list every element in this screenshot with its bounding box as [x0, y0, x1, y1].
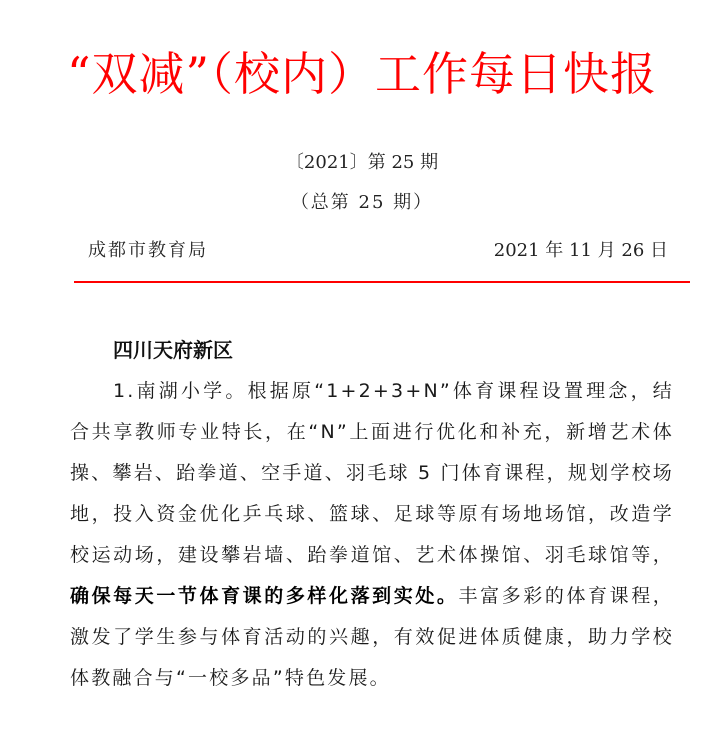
issue-number: 〔2021〕第 25 期	[285, 152, 439, 173]
paragraph-bold-text: 确保每天一节体育课的多样化落到实处。	[70, 585, 459, 607]
total-issue-number: （总第 25 期）	[290, 192, 434, 213]
paragraph-lead-text: 1.南湖小学。根据原“1+2+3+N”体育课程设置理念，结合共享教师专业特长，在“N”上面进行优化和补充，新增艺术体操、攀岩、跆拳道、空手道、羽毛球 5 门体育课程，规划学校场地，投入资金优化乒乓球、篮球、足球等原有场地场馆，改造学校运动场，建设攀岩墙、跆拳道馆、艺术体操馆、羽毛球馆等，	[70, 380, 674, 566]
report-body	[70, 330, 674, 740]
publish-date: 2021 年 11 月 26 日	[493, 240, 668, 261]
red-divider	[74, 281, 690, 283]
publisher-row	[88, 238, 668, 264]
paragraph-tail-text: 丰富多彩的体育课程，激发了学生参与体育活动的兴趣，有效促进体质健康，助力学校体教融合与“一校多品”特色发展。	[70, 585, 674, 689]
paragraph-item	[70, 371, 674, 699]
report-title: “双减”（校内）工作每日快报	[66, 47, 658, 101]
publisher-organization: 成都市教育局	[88, 240, 208, 261]
section-heading: 四川天府新区	[113, 338, 233, 362]
